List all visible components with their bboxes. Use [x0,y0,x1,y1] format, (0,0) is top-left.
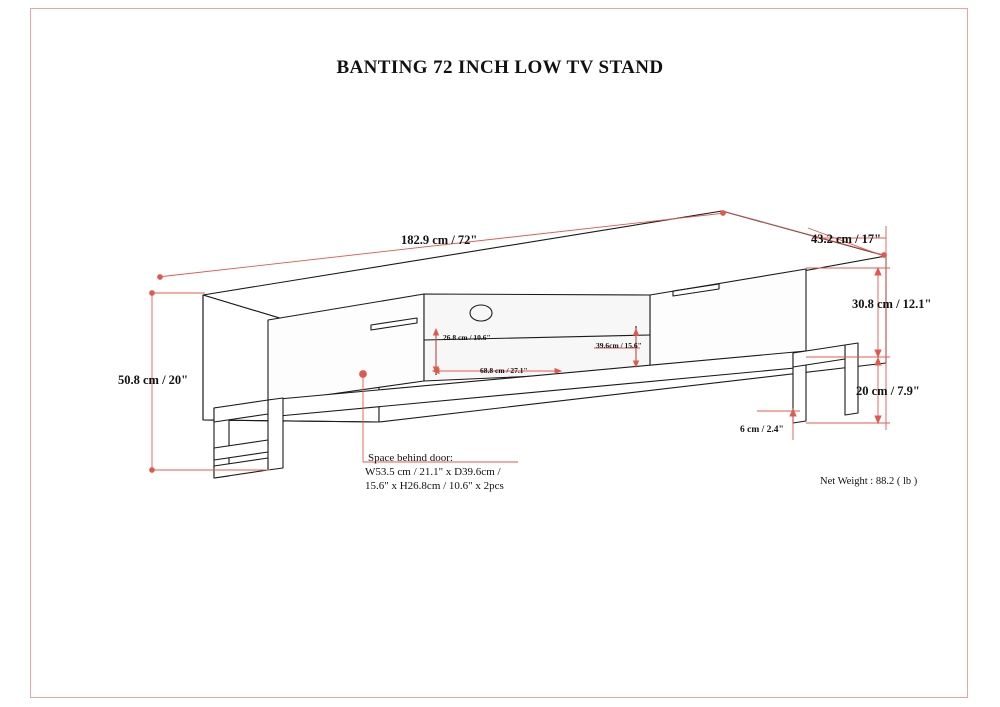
page-title: BANTING 72 INCH LOW TV STAND [336,57,664,78]
dim-depth-overall: 43.2 cm / 17" [811,232,882,246]
furniture-outline [203,211,886,478]
note-space-behind-door-line3: 15.6" x H26.8cm / 10.6" x 2pcs [365,480,504,492]
leg-front-left [268,398,283,470]
dim-door-opening-height: 26.8 cm / 10.6" [443,333,491,342]
dim-door-opening-width: 68.8 cm / 27.1" [480,366,528,375]
dim-cabinet-height: 30.8 cm / 12.1" [852,297,932,311]
note-space-behind-door-line2: W53.5 cm / 21.1" x D39.6cm / [365,466,501,478]
dim-leg-height: 20 cm / 7.9" [856,384,920,398]
net-weight-label: Net Weight : 88.2 ( lb ) [820,476,918,487]
dim-shelf-depth: 39.6cm / 15.6" [596,341,642,350]
dim-height-overall: 50.8 cm / 20" [118,373,189,387]
leg-rear-right [845,343,858,415]
dim-width-overall: 182.9 cm / 72" [401,233,478,247]
dim-toe-clearance: 6 cm / 2.4" [740,425,784,435]
note-space-behind-door-line1: Space behind door: [368,452,453,464]
